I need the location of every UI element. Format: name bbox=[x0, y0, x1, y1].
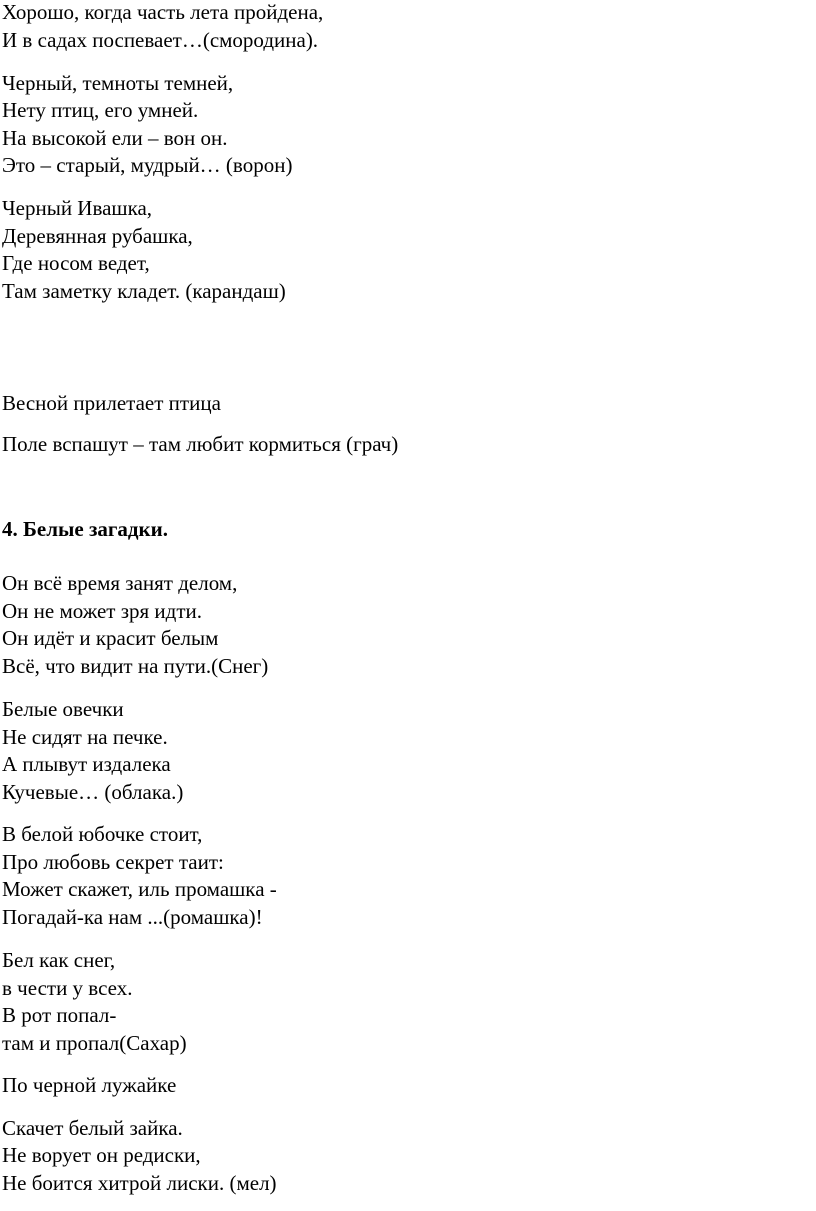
poem-line: Где носом ведет, bbox=[2, 251, 150, 275]
poem-line: Не ворует он редиски, bbox=[2, 1143, 201, 1167]
poem-line: Всё, что видит на пути.(Снег) bbox=[2, 654, 269, 678]
poem-line: По черной лужайке bbox=[2, 1073, 177, 1097]
poem-line: Кучевые… (облака.) bbox=[2, 780, 184, 804]
poem-line: А плывут издалека bbox=[2, 752, 171, 776]
poem-line: Поле вспашут – там любит кормиться (грач) bbox=[2, 432, 399, 456]
poem-line: В рот попал- bbox=[2, 1003, 117, 1027]
poem-line: Про любовь секрет таит: bbox=[2, 850, 224, 874]
poem-line: Погадай-ка нам ...(ромашка)! bbox=[2, 905, 263, 929]
poem-line: Там заметку кладет. (карандаш) bbox=[2, 279, 286, 303]
poem-line: И в садах поспевает…(смородина). bbox=[2, 28, 319, 52]
poem-line: Он не может зря идти. bbox=[2, 599, 203, 623]
poem-line: На высокой ели – вон он. bbox=[2, 126, 228, 150]
section-heading: 4. Белые загадки. bbox=[2, 517, 169, 541]
poem-line: в чести у всех. bbox=[2, 976, 133, 1000]
poem-line: Не боится хитрой лиски. (мел) bbox=[2, 1171, 277, 1195]
poem-line: В белой юбочке стоит, bbox=[2, 822, 203, 846]
poem-line: Нету птиц, его умней. bbox=[2, 98, 199, 122]
poem-line: Не сидят на печке. bbox=[2, 725, 168, 749]
poem-line: Это – старый, мудрый… (ворон) bbox=[2, 153, 293, 177]
poem-line: Хорошо, когда часть лета пройдена, bbox=[2, 0, 324, 24]
poem-line: Бел как снег, bbox=[2, 948, 116, 972]
poem-line: Он идёт и красит белым bbox=[2, 626, 219, 650]
poem-line: Белые овечки bbox=[2, 697, 124, 721]
poem-line: Он всё время занят делом, bbox=[2, 571, 238, 595]
poem-line: Скачет белый зайка. bbox=[2, 1116, 183, 1140]
poem-line: Черный, темноты темней, bbox=[2, 71, 234, 95]
poem-line: Деревянная рубашка, bbox=[2, 224, 193, 248]
poem-line: Весной прилетает птица bbox=[2, 391, 221, 415]
poem-line: Может скажет, иль промашка - bbox=[2, 877, 277, 901]
poem-line: Черный Ивашка, bbox=[2, 196, 153, 220]
poem-line: там и пропал(Сахар) bbox=[2, 1031, 187, 1055]
